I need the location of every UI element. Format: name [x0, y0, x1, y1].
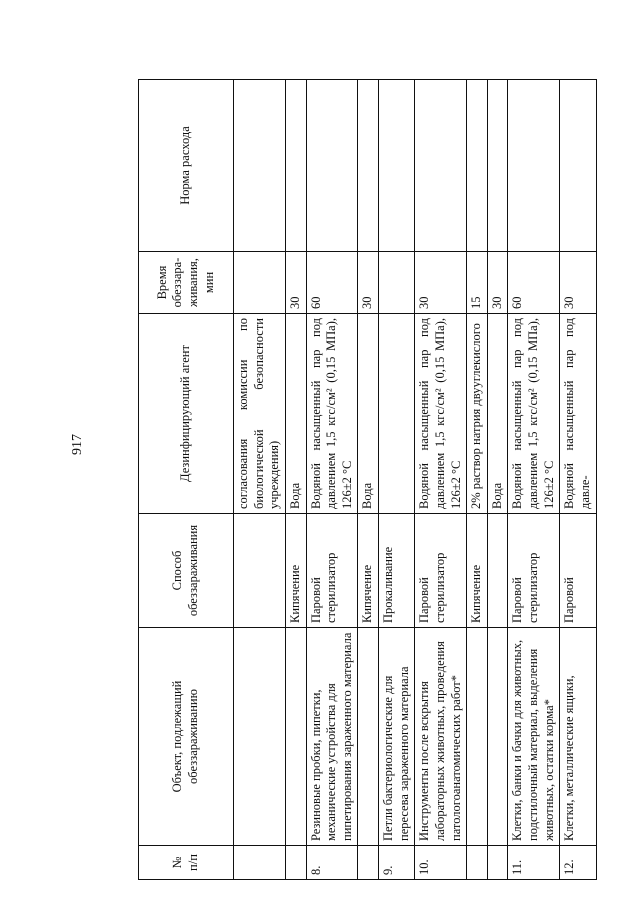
cell-time [234, 252, 286, 314]
cell-agent: Вода [487, 314, 508, 514]
cell-time: 30 [415, 252, 467, 314]
cell-norm [379, 80, 415, 252]
cell-method: Кипячение [467, 514, 488, 628]
cell-object [467, 628, 488, 846]
cell-object: Клетки, банки и бачки для животных, подстилочный материал, выделения животных, остатки корма* [508, 628, 560, 846]
cell-method: Кипячение [285, 514, 306, 628]
cell-agent: Водяной насыщенный пар под давлением 1,5 кгс/см² (0,15 МПа), 126±2 °C [415, 314, 467, 514]
cell-time: 30 [358, 252, 379, 314]
cell-agent: согласования комиссии по биологической безопасности учреждения) [234, 314, 286, 514]
table-row [487, 80, 508, 880]
cell-object: Резиновые пробки, пипетки, механические устройства для пипетирования зараженного материала [306, 628, 358, 846]
cell-num [487, 846, 508, 880]
rotated-table-container [138, 80, 592, 880]
cell-agent: Вода [358, 314, 379, 514]
cell-norm [467, 80, 488, 252]
cell-agent: Водяной насыщенный пар под давле- [560, 314, 596, 514]
table-row [379, 80, 415, 880]
cell-num: 11. [508, 846, 560, 880]
cell-object [358, 628, 379, 846]
table-row [467, 80, 488, 880]
disinfection-table [138, 79, 597, 880]
header-num: № п/п [139, 846, 234, 880]
cell-norm [508, 80, 560, 252]
cell-method [487, 514, 508, 628]
cell-time: 15 [467, 252, 488, 314]
table-row [560, 80, 596, 880]
header-method: Способ обеззараживания [139, 514, 234, 628]
cell-object [487, 628, 508, 846]
cell-time: 30 [560, 252, 596, 314]
cell-num: 8. [306, 846, 358, 880]
table-row [306, 80, 358, 880]
cell-norm [234, 80, 286, 252]
cell-object [234, 628, 286, 846]
cell-object: Инструменты после вскрытия лабораторных животных, проведения патологоанатомических работ* [415, 628, 467, 846]
cell-norm [285, 80, 306, 252]
header-time: Время обеззара-живания, мин [139, 252, 234, 314]
cell-norm [487, 80, 508, 252]
cell-object: Петли бактериологические для пересева зараженного материала [379, 628, 415, 846]
cell-method: Паровой стерилизатор [415, 514, 467, 628]
cell-num: 10. [415, 846, 467, 880]
table-header-row [139, 80, 234, 880]
header-object: Объект, подлежащий обеззараживанию [139, 628, 234, 846]
cell-agent: 2% раствор натрия двууглекислого [467, 314, 488, 514]
cell-object: Клетки, металлические ящики, [560, 628, 596, 846]
page-number: 917 [70, 434, 85, 455]
cell-time [379, 252, 415, 314]
cell-norm [306, 80, 358, 252]
cell-num: 9. [379, 846, 415, 880]
table-row [285, 80, 306, 880]
cell-method: Кипячение [358, 514, 379, 628]
cell-time: 60 [306, 252, 358, 314]
cell-num [358, 846, 379, 880]
cell-agent [379, 314, 415, 514]
cell-norm [358, 80, 379, 252]
cell-num [285, 846, 306, 880]
cell-method [234, 514, 286, 628]
cell-num [234, 846, 286, 880]
header-agent: Дезинфицирующий агент [139, 314, 234, 514]
cell-method: Паровой [560, 514, 596, 628]
cell-object [285, 628, 306, 846]
header-norm: Норма расхода [139, 80, 234, 252]
cell-agent: Водяной насыщенный пар под давлением 1,5 кгс/см² (0,15 МПа), 126±2 °C [306, 314, 358, 514]
cell-agent: Вода [285, 314, 306, 514]
cell-time: 30 [285, 252, 306, 314]
cell-agent: Водяной насыщенный пар под давлением 1,5 кгс/см² (0,15 МПа), 126±2 °C [508, 314, 560, 514]
cell-method: Паровой стерилизатор [508, 514, 560, 628]
table-row [415, 80, 467, 880]
cell-method: Прокаливание [379, 514, 415, 628]
table-row [358, 80, 379, 880]
cell-norm [560, 80, 596, 252]
table-row [508, 80, 560, 880]
cell-num: 12. [560, 846, 596, 880]
cell-norm [415, 80, 467, 252]
cell-time: 30 [487, 252, 508, 314]
cell-method: Паровой стерилизатор [306, 514, 358, 628]
table-row [234, 80, 286, 880]
cell-num [467, 846, 488, 880]
cell-time: 60 [508, 252, 560, 314]
